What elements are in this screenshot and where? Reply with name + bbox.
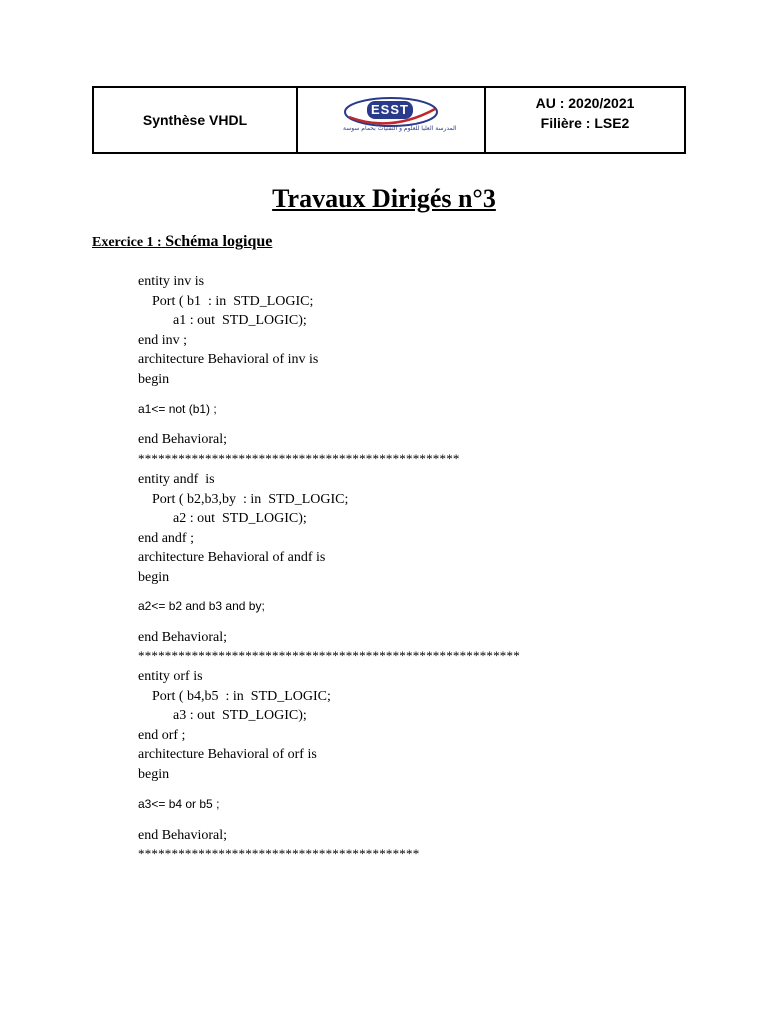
code-line: Port ( b2,b3,by : in STD_LOGIC; [138,491,349,507]
code-line: a1 : out STD_LOGIC); [138,313,307,329]
code-line: a3 : out STD_LOGIC); [138,708,307,724]
code-line: architecture Behavioral of inv is [138,352,319,368]
code-line: begin [138,569,170,585]
code-line: Port ( b1 : in STD_LOGIC; [138,293,314,309]
code-line: end Behavioral; [138,630,228,645]
logo-cell [298,88,486,152]
course-name: Synthèse VHDL [94,88,298,152]
code-statement: a3<= b4 or b5 ; [138,797,220,811]
program-name: Filière : LSE2 [540,115,630,131]
separator: ****************************************** [138,846,420,861]
code-line: begin [138,766,170,782]
code-block-inv [138,272,318,390]
code-line: begin [138,371,170,387]
esst-logo [339,95,457,141]
code-line: end Behavioral; [138,828,228,843]
document-header [92,86,686,154]
code-line: entity andf is [138,472,215,487]
code-line: end inv ; [138,332,187,348]
code-line: entity orf is [138,669,203,684]
code-block-orf [138,667,331,785]
code-line: end Behavioral; [138,432,228,447]
code-line: architecture Behavioral of orf is [138,747,317,763]
code-block-andf [138,470,348,588]
page-title: Travaux Dirigés n°3 [272,184,496,213]
logo-subtitle: المدرسة العليا للعلوم و التقنيات بحمام سوسة [343,125,457,132]
code-statement: a1<= not (b1) ; [138,402,217,416]
academic-year: AU : 2020/2021 [535,95,635,111]
code-line: a2 : out STD_LOGIC); [138,511,307,527]
exercise-heading [92,233,272,251]
code-line: end andf ; [138,530,194,546]
exercise-label: Exercice 1 : [92,235,162,250]
logo-text: ESST [371,102,409,117]
code-line: entity inv is [138,274,205,289]
exercise-name: Schéma logique [165,233,273,250]
code-statement: a2<= b2 and b3 and by; [138,599,265,613]
code-line: end orf ; [138,727,186,743]
header-info [486,88,684,152]
separator: ********************************************************* [138,648,520,663]
separator: ************************************************ [138,451,460,466]
code-line: Port ( b4,b5 : in STD_LOGIC; [138,688,331,704]
code-line: architecture Behavioral of andf is [138,550,326,566]
